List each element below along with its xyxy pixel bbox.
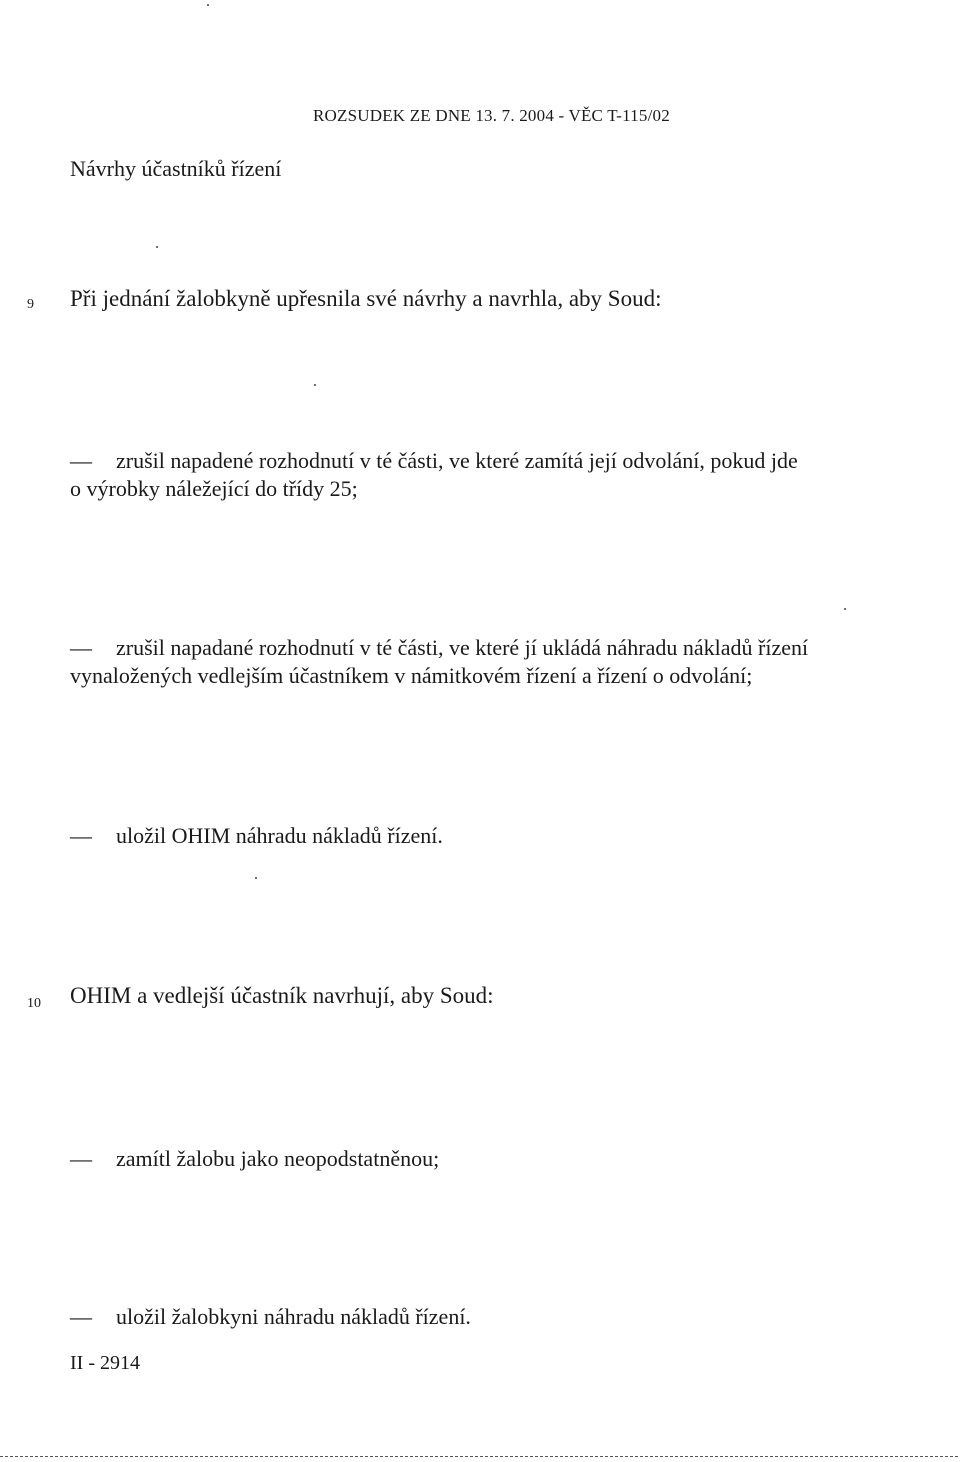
- list-dash: —: [70, 823, 92, 848]
- page-number: II - 2914: [70, 1352, 140, 1374]
- list-item: [70, 1303, 930, 1331]
- running-header: ROZSUDEK ZE DNE 13. 7. 2004 - VĚC T-115/02: [313, 106, 670, 125]
- list-item-text-continued: o výrobky náležející do třídy 25;: [70, 476, 358, 501]
- list-dash: —: [70, 1146, 92, 1171]
- paragraph-number: 9: [27, 297, 34, 312]
- scan-speck: [255, 877, 257, 879]
- list-item-text: zrušil napadené rozhodnutí v té části, ve které zamítá její odvolání, pokud jde: [116, 448, 798, 473]
- scan-speck: [207, 4, 209, 6]
- scan-speck: [314, 384, 316, 386]
- scan-speck: [156, 246, 158, 248]
- list-item-text: zrušil napadané rozhodnutí v té části, ve které jí ukládá náhradu nákladů řízení: [116, 635, 809, 660]
- paragraph-intro: Při jednání žalobkyně upřesnila své návrhy a navrhla, aby Soud:: [70, 286, 662, 311]
- list-item: [70, 634, 930, 690]
- list-item-text: zamítl žalobu jako neopodstatněnou;: [116, 1146, 440, 1171]
- list-dash: —: [70, 635, 92, 660]
- scan-edge-line: [0, 1456, 958, 1457]
- list-item-text: uložil žalobkyni náhradu nákladů řízení.: [116, 1304, 471, 1329]
- paragraph-number: 10: [27, 996, 41, 1011]
- list-item-text-continued: vynaložených vedlejším účastníkem v námitkovém řízení a řízení o odvolání;: [70, 663, 753, 688]
- list-item: [70, 447, 930, 503]
- paragraph-intro: OHIM a vedlejší účastník navrhují, aby Soud:: [70, 983, 494, 1008]
- list-item: [70, 822, 930, 850]
- list-dash: —: [70, 448, 92, 473]
- list-item-text: uložil OHIM náhradu nákladů řízení.: [116, 823, 443, 848]
- scan-speck: [844, 608, 846, 610]
- list-dash: —: [70, 1304, 92, 1329]
- list-item: [70, 1145, 930, 1173]
- section-title: Návrhy účastníků řízení: [70, 156, 282, 181]
